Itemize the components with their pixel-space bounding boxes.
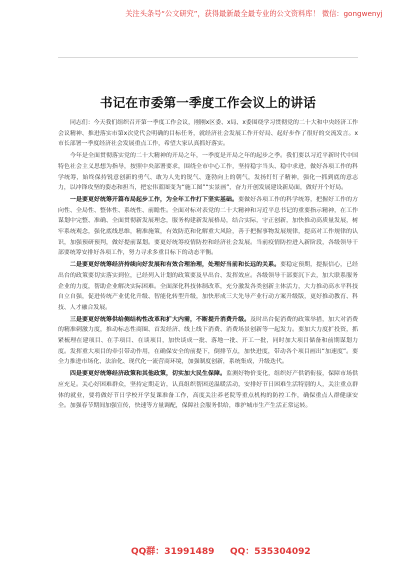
header-banner [0, 0, 408, 40]
paragraph [58, 151, 358, 194]
qq-contact-label: QQ：535304092 [230, 547, 311, 557]
paragraph-text: 今年是全面贯彻落实党的二十大精神的开局之年，一季度是开局之年的起步之季。我们要以习近平新时代中国特色社会主义思想为指导，按照中央部署要求，围绕全市中心工作，坚持稳字当头、稳中求进，做好各项工作的科学统筹，始终保持锐意创新的勇气、敢为人先的锐气、蓬勃向上的朝气，发扬钉钉子精神，强化一抓到底的意志力，以冲锋攻坚的姿态和担当，把宏伟蓝图变为“施工图”“实景画”，奋力开创发展建设新局面，做好开个好局。 [58, 153, 358, 192]
paragraph [58, 195, 358, 259]
paragraph-text: 监测好物价变化，组织好产供销衔接，保障市场供应充足。关心好困难群众，坚持定期走访，认真组织帮困送温暖活动，安排好节日困难生活特别的人，关注重点群体的就业，要将做好节日学校开学复课准备工作，高度关注养老院等重点机构的防控工作，确保重点人群健康安全。加强春节期间加强宣传，快速等方量调配，保障社会服务供给，维护城市生产生活正常运转。 [58, 371, 359, 410]
divider-line [58, 57, 358, 58]
promo-header-text: 关注头条号“公文研究”，获得最新最全最专业的公文资料库！ 微信：gongwenyj [125, 9, 383, 18]
paragraph [58, 118, 358, 150]
footer [0, 538, 408, 562]
paragraph-text: 同志们：今天我们组织召开第一季度工作会议，刚刚x区委、x局、x委围绕学习贯彻党的二十大和中央经济工作会议精神、推进落实市第x次党代会明确的目标任务，就经济社会发展工作开好局、起好步作了很好的交流发言。x市长部署一季度经济社会发展重点工作，希望大家认真抓好落实。 [58, 120, 358, 148]
paragraph [58, 315, 358, 369]
paragraph-text: 及时出台促消费的政策举措，加大对消费的精准刺激力度，推动标志性商圈、首发经济、线上线下消费、消费场景创新等一起发力。要加大力度扩投资，抓紧梳理在建项目、在手项目、在谈项目，加快谈成一批、落地一批、开工一批，同时加大项目储备和前期谋划力度。发挥重大项目的牵引带动作用，在确保安全的前提下，倒排节点，加快进度，带动各个项目画出“加速度”。要全力推进市场化、法治化、现代化一流营商环境，加强制度创新，系统集成，升级迭代。 [58, 316, 359, 366]
qq-group-label: QQ群：31991489 [131, 547, 215, 557]
paragraph-lead: 四是要更好统筹经济政策和其他政策，切实加大民生保障。 [70, 371, 227, 378]
paragraph-lead: 一是要更好统筹开篇布局起步工作，为全年工作打下坚实基础。 [70, 196, 239, 203]
paragraph [58, 260, 358, 314]
paragraph-text: 要做好各项工作的科学统筹，把握好工作的方向性、全局性、整体性、系统性、前瞻性。全面对标对表党的二十大精神和习近平总书记的重要指示精神，在工作谋划中完整、准确、全面贯彻新发展理念，服务构建新发展格局，结合实际，守正创新，加快推动高质量发展，树牢系统观念，强化底线思维，精准施策，有效防范和化解重大风险，善于把握事物发展规律，提高对工作规律的认识，加强预研预判，做好提前谋划。要更好统筹疫情防控和经济社会发展。当前疫情防控进入新阶段，各级领导干部要统筹安排好各项工作，努力寻求多重目标下的动态平衡。 [58, 196, 359, 257]
paragraph-text: 要稳定预期，提振信心，已经出台的政策要切实落实到位，已经列入计划的政策要及早出台、发挥效应。各级领导干部要沉下去，加大联系服务企业的力度，帮助企业解决实际困难。全面深化科技体制改革，充分激发各类创新主体活力，大力推动高水平科技自立自强，促进传统产业优化升级、智能化转型升级，加快形成三大先导产业行动方案升级版，更好推动教育、科技、人才融合发展。 [58, 262, 359, 311]
document-body [58, 118, 358, 413]
paragraph-lead: 二是要更好统筹经济持续向好发展和有效合理治理，处理好当前和长远的关系。 [70, 262, 281, 269]
document-title: 书记在市委第一季度工作会议上的讲话 [100, 95, 316, 110]
paragraph [58, 369, 358, 412]
paragraph-lead: 三是要更好统筹供给侧结构性改革和扩大内需，不断提升消费升级。 [70, 316, 251, 323]
